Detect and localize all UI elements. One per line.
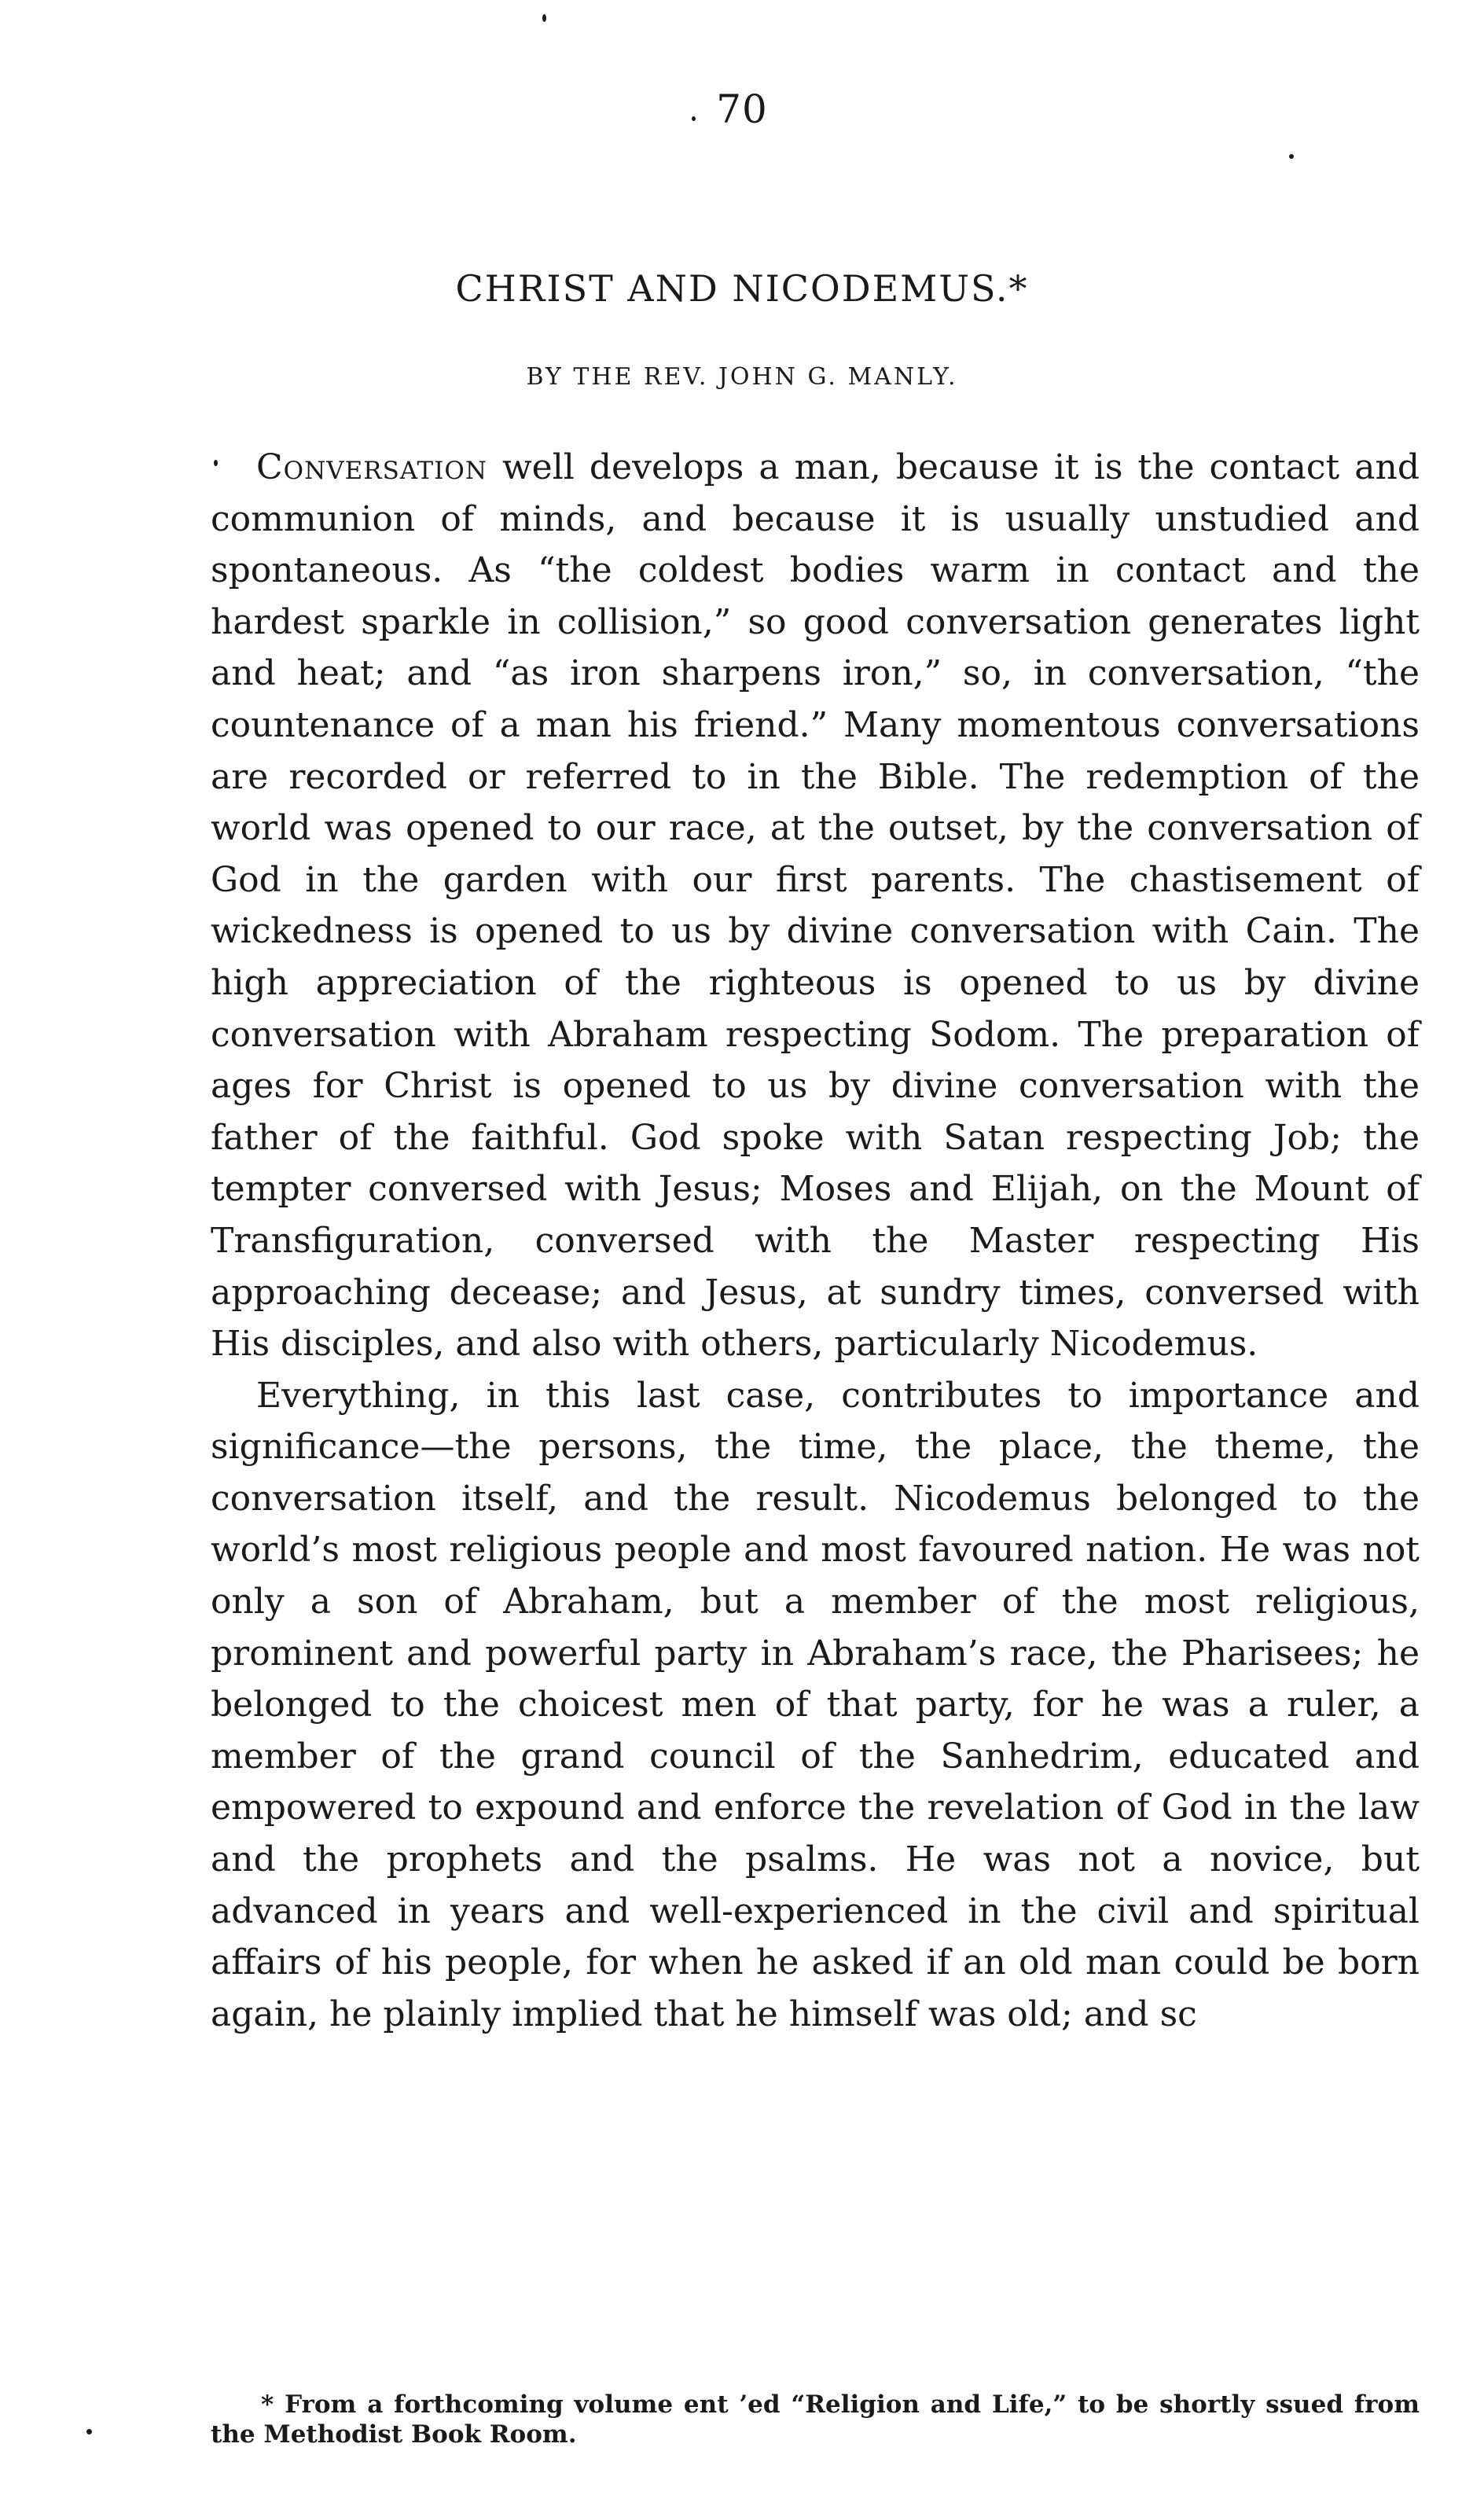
scan-speck	[692, 116, 696, 121]
paragraph-2: Everything, in this last case, contributes to importance and significance—the persons, the time, the place, the theme, the conversation itself, and the result. Nicodemus belonged to the world’s most religious people and most favoured nation. He was not only a son of Abraham, but a member of the most religious, prominent and powerful party in Abraham’s race, the Pharisees; he belonged to the choicest men of that party, for he was a ruler, a member of the grand council of the Sanhedrim, educated and empowered to expound and enforce the revelation of God in the law and the prophets and the psalms. He was not a novice, but advanced in years and well-experienced in the civil and spiritual affairs of his people, for when he asked if an old man could be born again, he plainly implied that he himself was old; and sc	[211, 1375, 1420, 2034]
scan-speck	[1289, 154, 1294, 159]
article-body	[211, 442, 1420, 2040]
scan-speck	[86, 2429, 92, 2434]
author-byline: BY THE REV. JOHN G. MANLY.	[526, 363, 958, 391]
article-title: CHRIST AND NICODEMUS.*	[455, 267, 1029, 310]
paragraph-1	[211, 442, 1420, 1370]
scan-speck	[214, 460, 218, 466]
scan-speck	[542, 14, 546, 22]
footnote: * From a forthcoming volume ent ’ed “Religion and Life,” to be shortly ssued from the Methodist Book Room.	[211, 2390, 1420, 2449]
page-number: 70	[716, 86, 768, 132]
paragraph-1-text: well develops a man, because it is the contact and communion of minds, and because it is usually unstudied and spontaneous. As “the coldest bodies warm in contact and the hardest sparkle in collision,” so good conversation generates light and heat; and “as iron sharpens iron,” so, in conversation, “the countenance of a man his friend.” Many momentous conversations are recorded or referred to in the Bible. The redemption of the world was opened to our race, at the outset, by the conversation of God in the garden with our first parents. The chastisement of wickedness is opened to us by divine conversation with Cain. The high appreciation of the righteous is opened to us by divine conversation with Abraham respecting Sodom. The preparation of ages for Christ is opened to us by divine conversation with the father of the faithful. God spoke with Satan respecting Job; the tempter conversed with Jesus; Moses and Elijah, on the Mount of Transfiguration, conversed with the Master respecting His approaching decease; and Jesus, at sundry times, conversed with His disciples, and also with others, particularly Nicodemus.	[211, 447, 1420, 1365]
paragraph-lead-word: Conversation	[256, 447, 487, 487]
